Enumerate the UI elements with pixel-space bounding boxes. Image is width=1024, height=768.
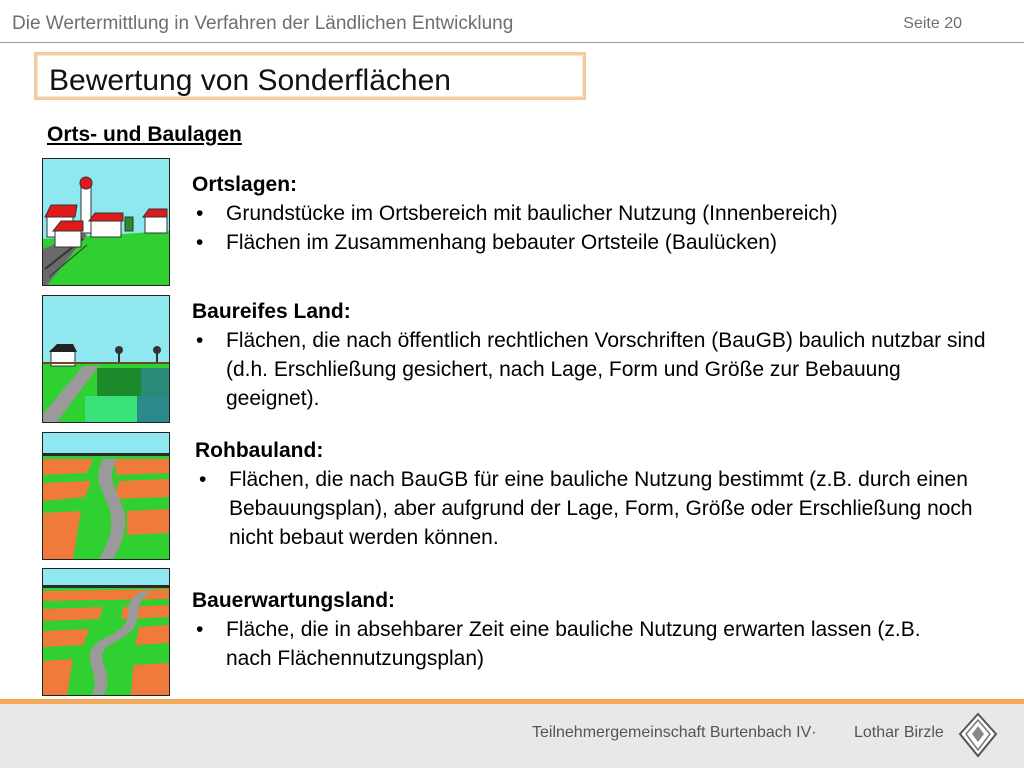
coat-of-arms-logo [958, 712, 998, 763]
page-number: Seite 20 [903, 15, 962, 32]
footer-bar [0, 704, 1024, 768]
block-heading: Ortslagen: [192, 173, 298, 196]
building-land-illustration [42, 295, 170, 423]
bullet-item: • Fläche, die in absehbarer Zeit eine bauliche Nutzung erwarten lassen (z.B. nach Flächennutzungsplan) [192, 615, 946, 673]
block-heading: Rohbauland: [195, 439, 324, 462]
bauerwartungsland-block [192, 586, 952, 673]
expected-building-land-illustration [42, 568, 170, 696]
bullet-item: • Flächen, die nach öffentlich rechtlichen Vorschriften (BauGB) baulich nutzbar sind (d.h. Erschließung gesichert, nach Lage, Form und Größe zur Bebauung geeignet). [192, 326, 986, 413]
bullet-item: • Grundstücke im Ortsbereich mit baulicher Nutzung (Innenbereich) [192, 199, 838, 228]
footer-author: Lothar Birzle [854, 724, 944, 741]
village-illustration [42, 158, 170, 286]
rohbauland-block [195, 436, 1005, 552]
section-heading: Orts- und Baulagen [47, 123, 242, 146]
ortslagen-block [192, 170, 838, 257]
bullet-item: • Flächen im Zusammenhang bebauter Ortsteile (Baulücken) [192, 228, 838, 257]
presentation-title: Die Wertermittlung in Verfahren der Ländlichen Entwicklung [12, 13, 514, 34]
baureifes-land-block [192, 297, 992, 413]
slide-title: Bewertung von Sonderflächen [49, 64, 451, 97]
bullet-item: • Flächen, die nach BauGB für eine bauliche Nutzung bestimmt (z.B. durch einen Bebauungsplan), aber aufgrund der Lage, Form, Größe oder Erschließung noch nicht bebaut werden können. [195, 465, 1004, 552]
block-heading: Bauerwartungsland: [192, 589, 396, 612]
slide-title-box [34, 52, 586, 100]
footer-organization: Teilnehmergemeinschaft Burtenbach IV· [532, 724, 817, 741]
raw-land-illustration [42, 432, 170, 560]
block-heading: Baureifes Land: [192, 300, 351, 323]
header-bar [0, 0, 1024, 43]
